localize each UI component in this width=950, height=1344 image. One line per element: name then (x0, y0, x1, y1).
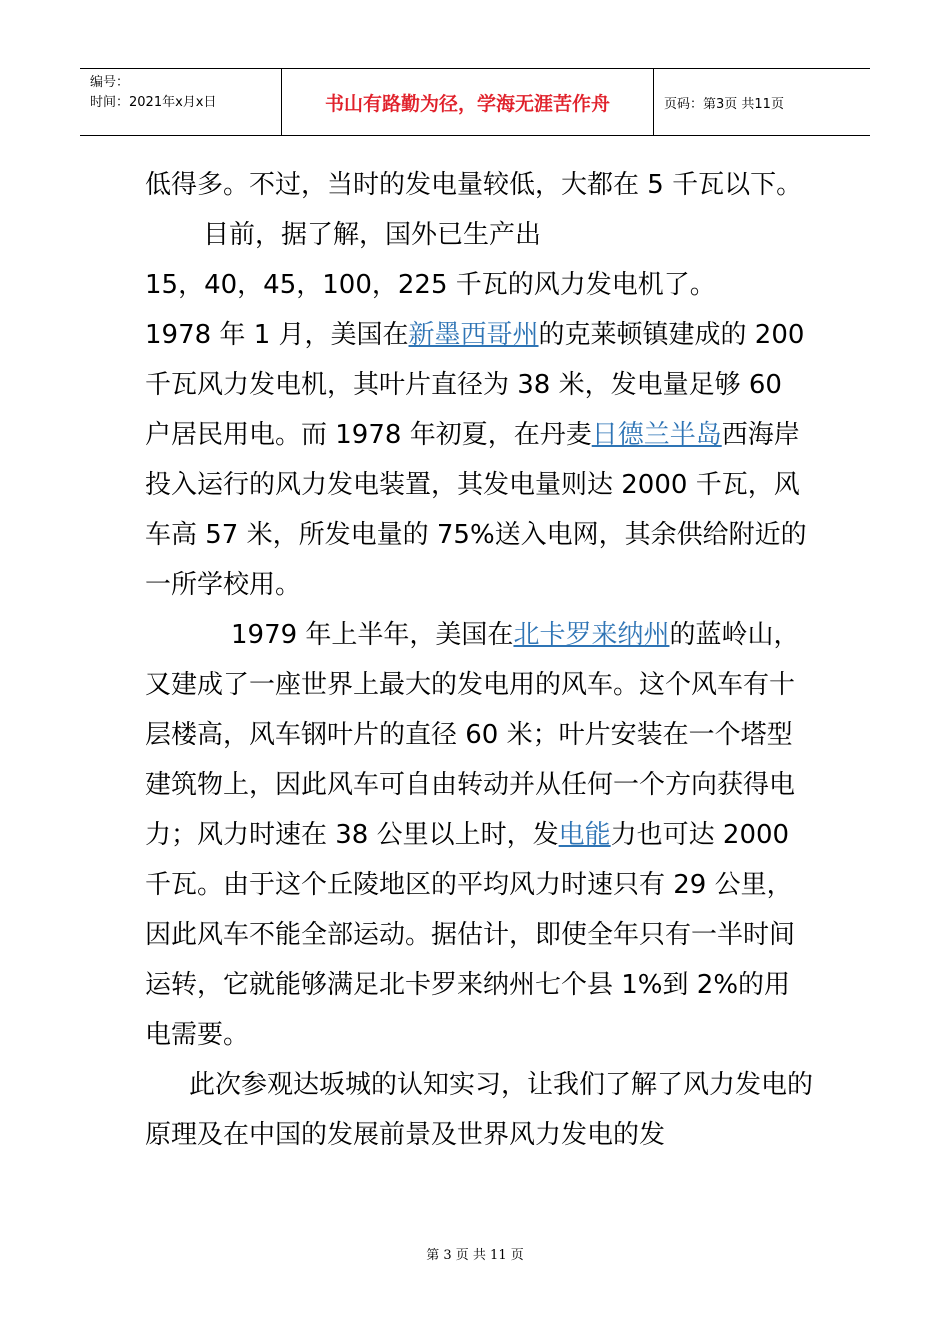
paragraph-2-intro: 目前，据了解，国外已生产出 (203, 220, 542, 250)
document-body (145, 160, 815, 1160)
paragraph-4 (145, 610, 815, 1060)
paragraph-5 (145, 1060, 815, 1160)
paragraph-3-text-2: 的克莱顿镇建成的 200 千瓦风力发电机，其叶片直径为 38 米，发电量足够 60 户居民用电。而 1978 年初夏，在丹麦 (145, 320, 805, 450)
page-footer: 第 3 页 共 11 页 (426, 1248, 524, 1263)
link-new-mexico[interactable]: 新墨西哥州 (408, 320, 539, 350)
paragraph-3 (145, 310, 815, 610)
paragraph-2-values: 15，40，45，100，225 千瓦的风力发电机了。 (145, 270, 716, 300)
page-header (80, 68, 870, 136)
link-electric-energy[interactable]: 电能 (558, 820, 611, 850)
paragraph-4-text-2: 的蓝岭山，又建成了一座世界上最大的发电用的风车。这个风车有十层楼高，风车钢叶片的直径 60 米；叶片安装在一个塔型建筑物上，因此风车可自由转动并从任何一个方向获得电力；风力时速在 38 公里以上时，发 (145, 620, 800, 850)
header-time: 时间：2021年x月x日 (90, 95, 217, 110)
paragraph-3-text-1: 1978 年 1 月，美国在 (145, 320, 409, 350)
header-number: 编号： (90, 75, 130, 90)
paragraph-5-text: 此次参观达坂城的认知实习，让我们了解了风力发电的原理及在中国的发展前景及世界风力发电的发 (145, 1070, 814, 1150)
paragraph-4-text-3: 力也可达 2000 千瓦。由于这个丘陵地区的平均风力时速只有 29 公里，因此风车不能全部运动。据估计，即使全年只有一半时间运转，它就能够满足北卡罗来纳州七个县 1%到 2%的用电需要。 (145, 820, 796, 1050)
link-jutland-peninsula[interactable]: 日德兰半岛 (591, 420, 722, 450)
paragraph-4-text-1: 1979 年上半年，美国在 (231, 620, 514, 650)
link-north-carolina[interactable]: 北卡罗来纳州 (513, 620, 670, 650)
header-meta (80, 69, 282, 135)
header-page-number: 页码：第3页 共11页 (664, 96, 784, 112)
paragraph-1: 低得多。不过，当时的发电量较低，大都在 5 千瓦以下。 (145, 170, 803, 200)
header-motto: 书山有路勤为径，学海无涯苦作舟 (282, 69, 654, 135)
paragraph-3-text-3: 西海岸投入运行的风力发电装置，其发电量则达 2000 千瓦，风车高 57 米，所发电量的 75%送入电网，其余供给附近的一所学校用。 (145, 420, 807, 600)
